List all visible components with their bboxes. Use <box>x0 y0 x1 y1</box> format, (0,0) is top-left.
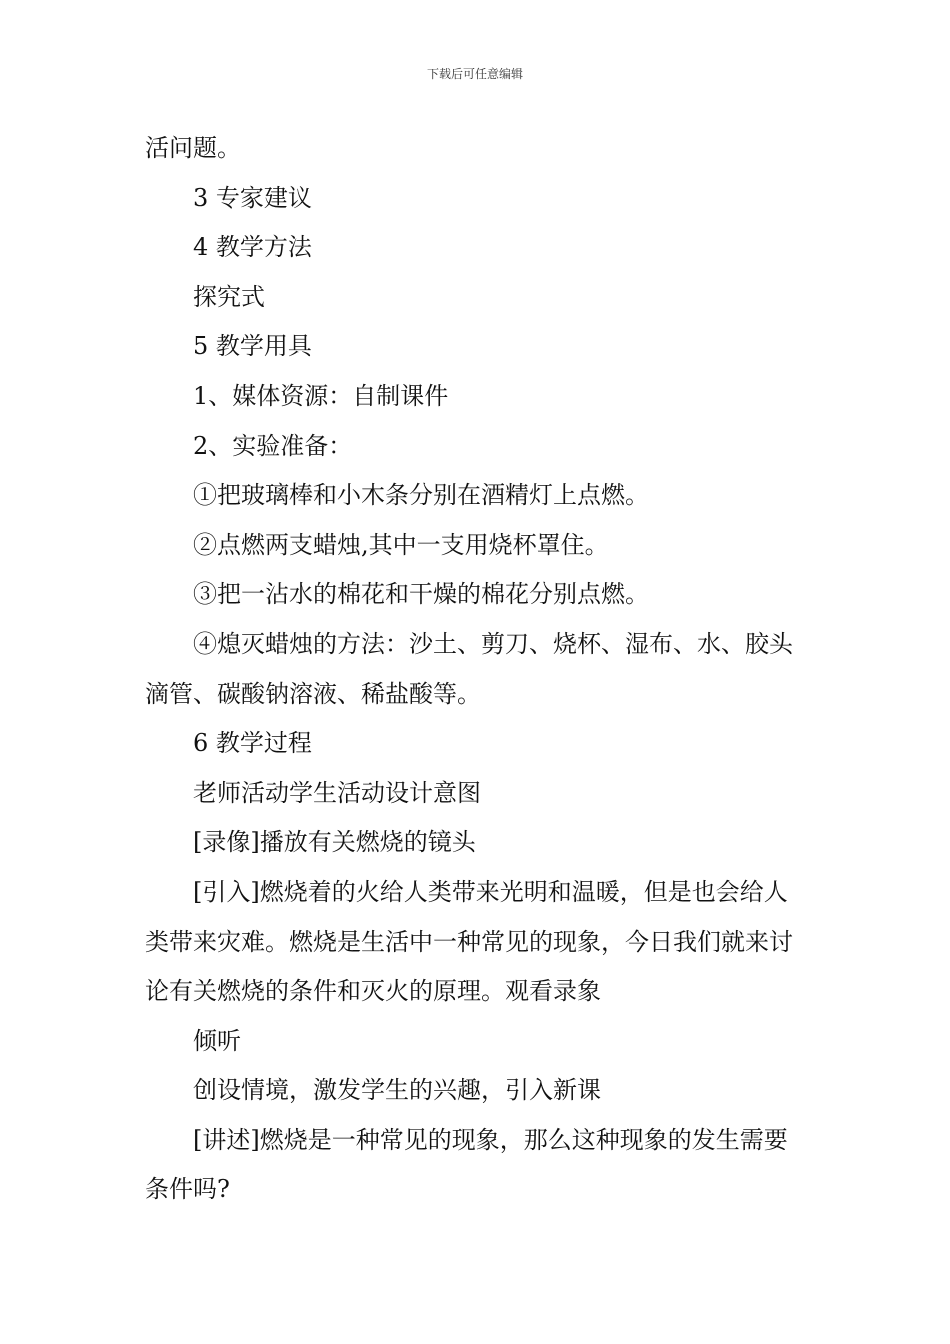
section-heading-teaching-process: 6 教学过程 <box>193 729 312 758</box>
list-item: ③把一沾水的棉花和干燥的棉花分别点燃。 <box>193 580 649 609</box>
paragraph: [引入]燃烧着的火给人类带来光明和温暖，但是也会给人类带来灾难。燃烧是生活中一种常见的现象，今日我们就来讨论有关燃烧的条件和灭火的原理。观看录象 <box>145 877 793 1006</box>
list-item: ②点燃两支蜡烛,其中一支用烧杯罩住。 <box>193 530 609 559</box>
paragraph: 倾听 <box>193 1026 241 1055</box>
page-header: 下载后可任意编辑 <box>426 67 523 81</box>
paragraph: 老师活动学生活动设计意图 <box>193 778 481 807</box>
paragraph: 活问题。 <box>145 134 241 162</box>
paragraph: 创设情境，激发学生的兴趣，引入新课 <box>193 1076 601 1105</box>
section-heading-teaching-tools: 5 教学用具 <box>193 332 312 361</box>
list-item: ④熄灭蜡烛的方法：沙土、剪刀、烧杯、湿布、水、胶头滴管、碳酸钠溶液、稀盐酸等。 <box>145 629 793 708</box>
document-body <box>145 124 810 1215</box>
section-heading-teaching-method: 4 教学方法 <box>193 233 312 262</box>
list-item: 2、实验准备： <box>193 431 353 460</box>
list-item: 1、媒体资源：自制课件 <box>193 381 449 410</box>
list-item: ①把玻璃棒和小木条分别在酒精灯上点燃。 <box>193 481 649 510</box>
paragraph: [录像]播放有关燃烧的镜头 <box>193 828 476 857</box>
section-heading-expert-advice: 3 专家建议 <box>193 183 312 212</box>
paragraph: [讲述]燃烧是一种常见的现象，那么这种现象的发生需要条件吗? <box>145 1125 788 1204</box>
paragraph: 探究式 <box>193 282 265 311</box>
